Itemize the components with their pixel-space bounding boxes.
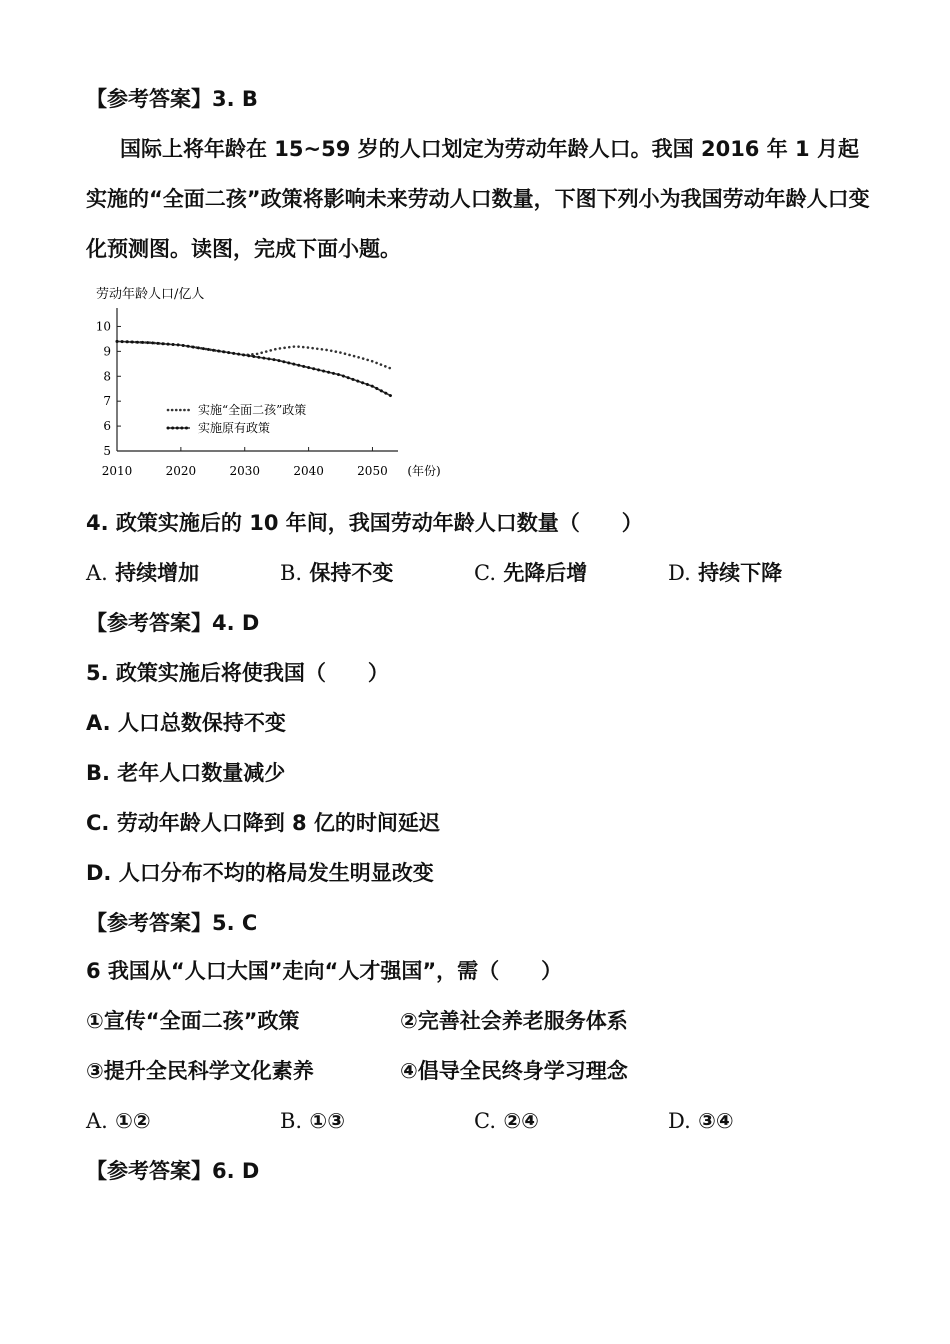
y-tick-label: 6 <box>103 419 111 434</box>
q4-option-d: D. 持续下降 <box>668 561 783 585</box>
q6-statement-2: ②完善社会养老服务体系 <box>400 1009 628 1033</box>
y-tick-label: 5 <box>103 444 111 458</box>
y-tick-label: 8 <box>103 369 111 384</box>
q5-stem: 5. 政策实施后将使我国（ ） <box>86 661 389 685</box>
q6-statement-4: ④倡导全民终身学习理念 <box>400 1059 628 1083</box>
chart-legend <box>168 402 306 435</box>
series-dots-original <box>117 341 392 396</box>
x-tick-label: 2020 <box>165 464 197 478</box>
q5-option-a: A. 人口总数保持不变 <box>86 711 286 735</box>
intro-paragraph <box>86 124 876 274</box>
x-tick-label: 2050 <box>357 464 388 478</box>
q6-statement-1: ①宣传“全面二孩”政策 <box>86 1009 300 1033</box>
legend-label: 实施“全面二孩”政策 <box>198 403 307 417</box>
legend-label: 实施原有政策 <box>198 421 271 435</box>
chart-ylabel: 劳动年龄人口/亿人 <box>96 287 205 302</box>
q6-stem: 6 我国从“人口大国”走向“人才强国”，需（ ） <box>86 959 563 983</box>
q4-option-b: B. 保持不变 <box>280 561 394 585</box>
q6-option-b: B. ①③ <box>280 1109 345 1133</box>
x-tick-label: 2030 <box>229 464 261 478</box>
q5-option-d: D. 人口分布不均的格局发生明显改变 <box>86 861 434 885</box>
q4-option-c: C. 先降后增 <box>474 561 588 585</box>
series-line-policy <box>117 341 392 368</box>
y-tick-label: 10 <box>95 319 111 334</box>
x-axis-label: (年份) <box>407 464 441 478</box>
q6-statement-3: ③提升全民科学文化素养 <box>86 1059 314 1083</box>
x-tick-label: 2040 <box>293 464 324 478</box>
intro-text: 国际上将年龄在 15~59 岁的人口划定为劳动年龄人口。我国 2016 年 1 月起实施的“全面二孩”政策将影响未来劳动人口数量，下图下列小为我国劳动年龄人口变化预测图。读图，完成下面小题。 <box>86 137 870 261</box>
q5-option-c: C. 劳动年龄人口降到 8 亿的时间延迟 <box>86 811 440 835</box>
q6-option-a: A. ①② <box>86 1109 151 1133</box>
q4-stem: 4. 政策实施后的 10 年间，我国劳动年龄人口数量（ ） <box>86 511 643 535</box>
y-tick-label: 9 <box>103 344 111 359</box>
x-tick-label: 2010 <box>101 464 133 478</box>
answer-4: 【参考答案】4. D <box>86 611 260 635</box>
q4-option-a: A. 持续增加 <box>86 561 200 585</box>
q6-option-d: D. ③④ <box>668 1109 734 1133</box>
chart-series <box>117 341 392 396</box>
q6-option-c: C. ②④ <box>474 1109 539 1133</box>
q5-option-b: B. 老年人口数量减少 <box>86 761 286 785</box>
chart-axes <box>96 308 441 478</box>
answer-5: 【参考答案】5. C <box>86 911 258 935</box>
series-line-original <box>117 341 392 396</box>
y-tick-label: 7 <box>103 394 111 409</box>
answer-6: 【参考答案】6. D <box>86 1159 260 1183</box>
answer-3: 【参考答案】3. B <box>86 87 258 111</box>
population-chart <box>88 278 448 490</box>
